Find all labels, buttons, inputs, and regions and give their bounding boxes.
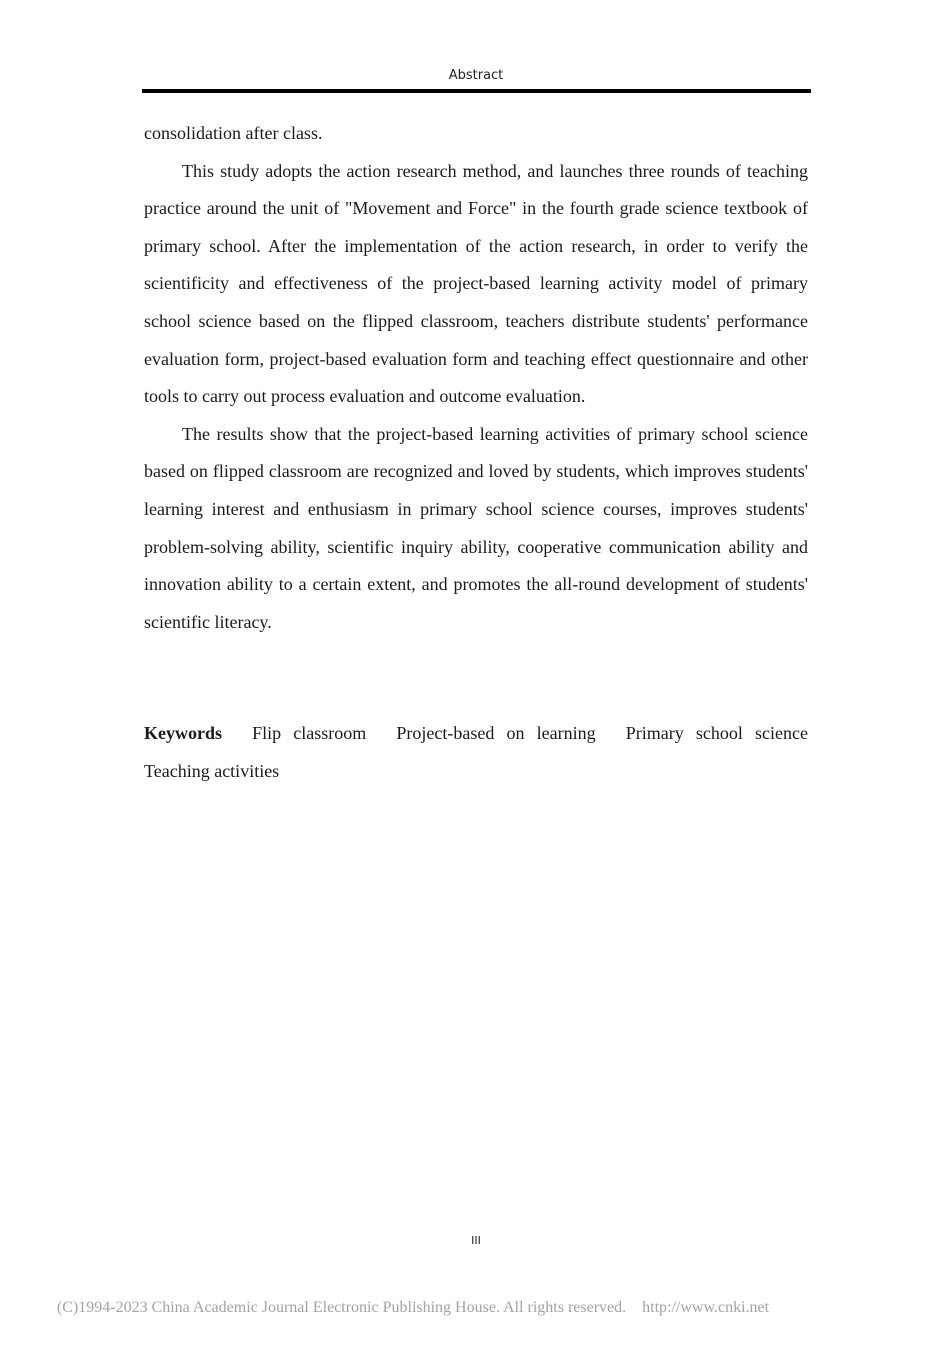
abstract-body: [144, 115, 808, 641]
paragraph-results: The results show that the project-based learning activities of primary school science based on flipped classroom are recognized and loved by students, which improves students' learning interest and enthusiasm in primary school science courses, improves students' problem-solving ability, scientific inquiry ability, cooperative communication ability and innovation ability to a certain extent, and promotes the all-round development of students' scientific literacy.: [144, 423, 808, 632]
keyword-item: Flip classroom: [252, 723, 367, 743]
header-rule: [142, 89, 811, 93]
running-header-title: Abstract: [448, 68, 504, 83]
keyword-item: Teaching activities: [144, 760, 280, 781]
paragraph-continuation: consolidation after class.: [144, 123, 323, 143]
keywords-block: [144, 715, 808, 790]
keyword-item: Project-based on learning: [396, 723, 596, 743]
page-number: III: [471, 1234, 481, 1247]
paragraph-method: This study adopts the action research method, and launches three rounds of teaching practice around the unit of "Movement and Force" in the fourth grade science textbook of primary school. After the implementation of the action research, in order to verify the scientificity and effectiveness of the project-based learning activity model of primary school science based on the flipped classroom, teachers distribute students' performance evaluation form, project-based evaluation form and teaching effect questionnaire and other tools to carry out process evaluation and outcome evaluation.: [144, 160, 808, 407]
copyright-notice: (C)1994-2023 China Academic Journal Electronic Publishing House. All rights reserved. http://www.cnki.net: [56, 1299, 770, 1316]
keyword-item: Primary school science: [625, 723, 809, 743]
keywords-label: Keywords: [144, 723, 222, 743]
